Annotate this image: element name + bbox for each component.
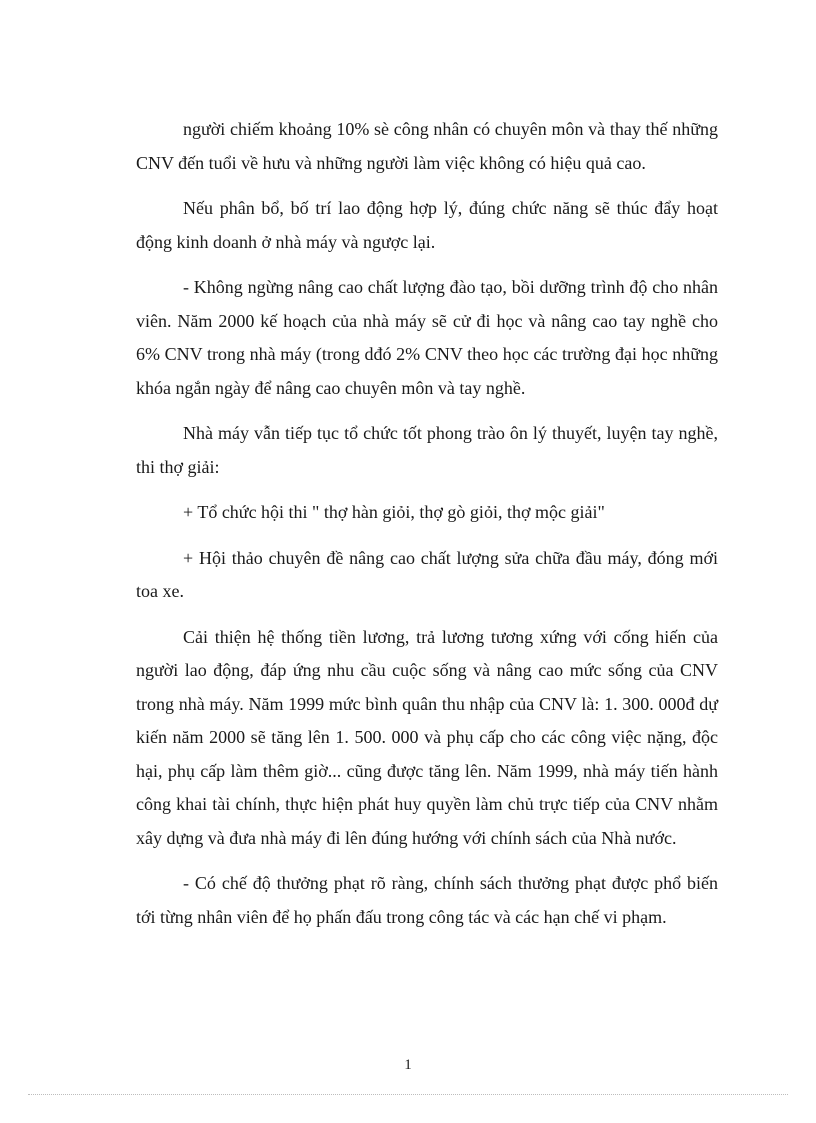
document-body xyxy=(136,113,718,946)
paragraph: người chiếm khoảng 10% sè công nhân có chuyên môn và thay thế những CNV đến tuổi về hưu và những người làm việc không có hiệu quả cao. xyxy=(136,119,718,173)
paragraph: Cải thiện hệ thống tiền lương, trả lương tương xứng với cống hiến của người lao động, đáp ứng nhu cầu cuộc sống và nâng cao mức sống của CNV trong nhà máy. Năm 1999 mức bình quân thu nhập của CNV là: 1. 300. 000đ dự kiến năm 2000 sẽ tăng lên 1. 500. 000 và phụ cấp cho các công việc nặng, độc hại, phụ cấp làm thêm giờ... cũng được tăng lên. Năm 1999, nhà máy tiến hành công khai tài chính, thực hiện phát huy quyền làm chủ trực tiếp của CNV nhằm xây dựng và đưa nhà máy đi lên đúng hướng với chính sách của Nhà nước. xyxy=(136,626,718,848)
paragraph: + Tổ chức hội thi " thợ hàn giỏi, thợ gò giỏi, thợ mộc giải" xyxy=(183,502,605,522)
paragraph: + Hội thảo chuyên đề nâng cao chất lượng sửa chữa đầu máy, đóng mới toa xe. xyxy=(136,547,718,601)
paragraph: - Không ngừng nâng cao chất lượng đào tạo, bồi dưỡng trình độ cho nhân viên. Năm 2000 kế hoạch của nhà máy sẽ cử đi học và nâng cao tay nghề cho 6% CNV trong nhà máy (trong dđó 2% CNV theo học các trường đại học những khóa ngắn ngày để nâng cao chuyên môn và tay nghề. xyxy=(136,277,718,398)
paragraph: Nhà máy vẫn tiếp tục tổ chức tốt phong trào ôn lý thuyết, luyện tay nghề, thi thợ giải: xyxy=(136,423,718,477)
paragraph: Nếu phân bổ, bố trí lao động hợp lý, đúng chức năng sẽ thúc đẩy hoạt động kinh doanh ở nhà máy và ngược lại. xyxy=(136,198,718,252)
paragraph: - Có chế độ thưởng phạt rõ ràng, chính sách thưởng phạt được phổ biến tới từng nhân viên để họ phấn đấu trong công tác và các hạn chế vi phạm. xyxy=(136,873,718,927)
footer-divider xyxy=(28,1094,788,1095)
page-number: 1 xyxy=(404,1057,412,1073)
